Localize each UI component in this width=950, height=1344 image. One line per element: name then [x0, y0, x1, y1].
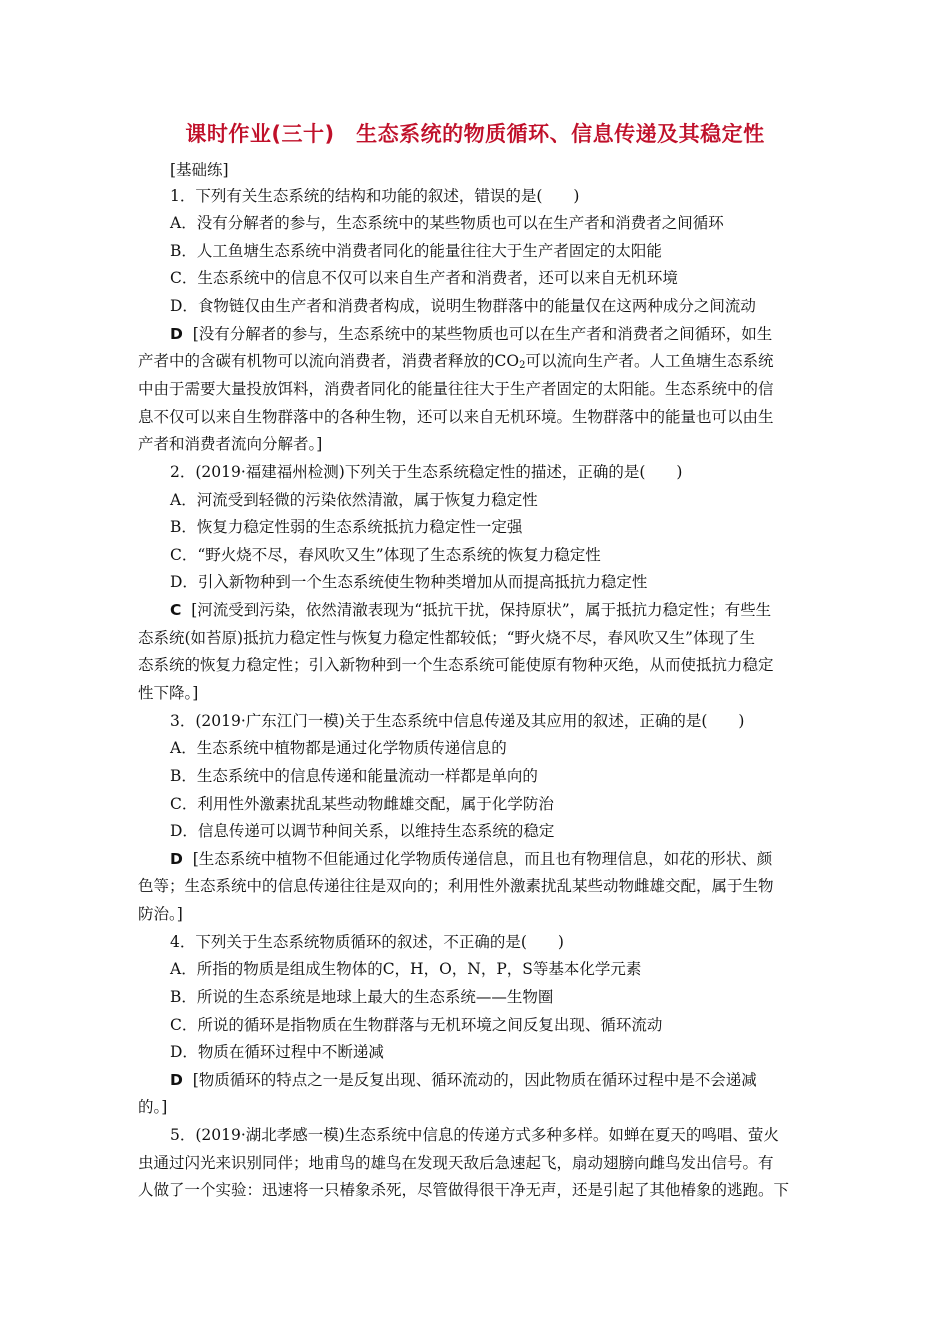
question-3-option-c: C．利用性外激素扰乱某些动物雌雄交配，属于化学防治 [170, 795, 554, 813]
question-2-option-c: C．“野火烧不尽，春风吹又生”体现了生态系统的恢复力稳定性 [170, 546, 601, 564]
question-4-option-c: C．所说的循环是指物质在生物群落与无机环境之间反复出现、循环流动 [170, 1016, 663, 1034]
question-4-answer-line [170, 1070, 757, 1090]
question-5-line-1: 5．(2019·湖北孝感一模)生态系统中信息的传递方式多种多样。如蝉在夏天的鸣唱、萤火 [170, 1126, 779, 1144]
question-1-explanation-line: [没有分解者的参与，生态系统中的某些物质也可以在生产者和消费者之间循环，如生 [192, 325, 773, 343]
question-4-explanation-line: [物质循环的特点之一是反复出现、循环流动的，因此物质在循环过程中是不会递减 [192, 1071, 757, 1089]
question-3-option-a: A．生态系统中植物都是通过化学物质传递信息的 [170, 739, 507, 757]
question-3-option-d: D．信息传递可以调节种间关系，以维持生态系统的稳定 [170, 822, 555, 840]
question-3-option-b: B．生态系统中的信息传递和能量流动一样都是单向的 [170, 767, 538, 785]
question-2-option-a: A．河流受到轻微的污染依然清澈，属于恢复力稳定性 [170, 491, 538, 509]
question-3-explanation-line-2: 色等；生态系统中的信息传递往往是双向的；利用性外激素扰乱某些动物雌雄交配，属于生物 [138, 877, 774, 895]
subscript: 2 [519, 360, 526, 371]
question-2-explanation-line-3: 态系统的恢复力稳定性；引入新物种到一个生态系统可能使原有物种灭绝，从而使抵抗力稳定 [138, 656, 774, 674]
question-4-answer: D [170, 1071, 183, 1089]
question-3-stem: 3．(2019·广东江门一模)关于生态系统中信息传递及其应用的叙述，正确的是( ) [170, 712, 745, 730]
question-1-option-d: D．食物链仅由生产者和消费者构成，说明生物群落中的能量仅在这两种成分之间流动 [170, 297, 756, 315]
question-3-answer-line [170, 849, 772, 869]
question-3-answer: D [170, 850, 183, 868]
section-label: [基础练] [170, 161, 229, 179]
question-1-answer: D [170, 325, 183, 343]
question-1-explanation-line-2 [138, 351, 773, 376]
question-1-answer-line [170, 324, 772, 344]
question-3-explanation-line: [生态系统中植物不但能通过化学物质传递信息，而且也有物理信息，如花的形状、颜 [192, 850, 773, 868]
page-title: 课时作业(三十) 生态系统的物质循环、信息传递及其稳定性 [185, 122, 765, 146]
explanation-text: 可以流向生产者。人工鱼塘生态系统 [525, 352, 774, 370]
question-2-answer: C [170, 601, 182, 619]
question-4-stem: 4．下列关于生态系统物质循环的叙述，不正确的是( ) [170, 933, 564, 951]
question-4-explanation-line-2: 的。] [138, 1098, 168, 1116]
question-1-explanation-line-3: 中由于需要大量投放饵料，消费者同化的能量往往大于生产者固定的太阳能。生态系统中的信 [138, 380, 774, 398]
question-4-option-a: A．所指的物质是组成生物体的C，H，O，N，P，S等基本化学元素 [170, 960, 642, 978]
question-2-explanation-line-2: 态系统(如苔原)抵抗力稳定性与恢复力稳定性都较低；“野火烧不尽，春风吹又生”体现了生 [138, 629, 755, 647]
question-1-option-c: C．生态系统中的信息不仅可以来自生产者和消费者，还可以来自无机环境 [170, 269, 678, 287]
question-5-line-3: 人做了一个实验：迅速将一只椿象杀死，尽管做得很干净无声，还是引起了其他椿象的逃跑。下 [138, 1181, 790, 1199]
question-4-option-b: B．所说的生态系统是地球上最大的生态系统——生物圈 [170, 988, 554, 1006]
question-2-option-b: B．恢复力稳定性弱的生态系统抵抗力稳定性一定强 [170, 518, 523, 536]
question-1-option-b: B．人工鱼塘生态系统中消费者同化的能量往往大于生产者固定的太阳能 [170, 242, 662, 260]
question-4-option-d: D．物质在循环过程中不断递减 [170, 1043, 384, 1061]
question-3-explanation-line-3: 防治。] [138, 905, 183, 923]
question-2-explanation-line: [河流受到污染，依然清澈表现为“抵抗干扰，保持原状”，属于抵抗力稳定性；有些生 [191, 601, 772, 619]
question-2-explanation-line-4: 性下降。] [138, 684, 199, 702]
question-5-line-2: 虫通过闪光来识别同伴；地甫鸟的雄鸟在发现天敌后急速起飞，扇动翅膀向雌鸟发出信号。有 [138, 1154, 774, 1172]
question-1-stem: 1．下列有关生态系统的结构和功能的叙述，错误的是( ) [170, 187, 580, 205]
question-2-option-d: D．引入新物种到一个生态系统使生物种类增加从而提高抵抗力稳定性 [170, 573, 648, 591]
question-2-answer-line [170, 600, 771, 620]
question-2-stem: 2．(2019·福建福州检测)下列关于生态系统稳定性的描述，正确的是( ) [170, 463, 683, 481]
question-1-option-a: A．没有分解者的参与，生态系统中的某些物质也可以在生产者和消费者之间循环 [170, 214, 724, 232]
question-1-explanation-line-4: 息不仅可以来自生物群落中的各种生物，还可以来自无机环境。生物群落中的能量也可以由生 [138, 408, 774, 426]
question-1-explanation-line-5: 产者和消费者流向分解者。] [138, 435, 323, 453]
explanation-text: 产者中的含碳有机物可以流向消费者，消费者释放的CO [138, 352, 520, 370]
